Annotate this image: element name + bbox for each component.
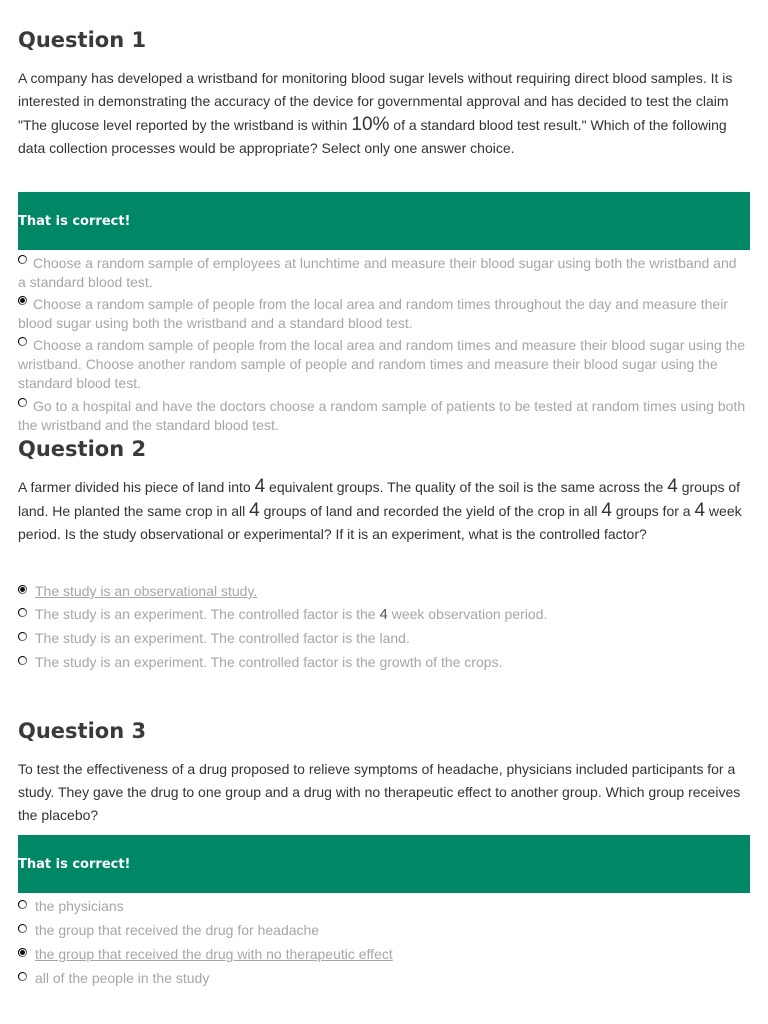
radio-button-icon[interactable] bbox=[18, 972, 27, 981]
radio-button-selected-icon[interactable] bbox=[18, 296, 27, 305]
radio-button-icon[interactable] bbox=[18, 924, 27, 933]
radio-button-icon[interactable] bbox=[18, 337, 27, 346]
question-3-option-4[interactable] bbox=[18, 969, 746, 988]
question-1-title: Question 1 bbox=[18, 28, 147, 52]
question-2-number: 4 bbox=[249, 500, 260, 521]
question-2-text bbox=[18, 475, 748, 546]
question-3-text: To test the effectiveness of a drug proposed to relieve symptoms of headache, physicians included participants for a study. They gave the drug to one group and a drug with no therapeutic effect to another group. Which group receives the placebo? bbox=[18, 761, 741, 823]
option-label: Choose a random sample of people from the local area and random times and measure their blood sugar using the wristband. Choose another random sample of people and random times and measure their blood sugar using the standard blood test. bbox=[18, 337, 746, 391]
radio-button-selected-icon[interactable] bbox=[18, 585, 27, 594]
question-2-title: Question 2 bbox=[18, 437, 147, 461]
option-label: The study is an observational study. bbox=[35, 583, 258, 599]
question-2-option-2[interactable] bbox=[18, 605, 746, 624]
question-3-option-1[interactable] bbox=[18, 897, 746, 916]
question-2-option-1[interactable] bbox=[18, 582, 746, 601]
option-label: all of the people in the study bbox=[35, 970, 210, 986]
question-2-text-part: groups of land and recorded the yield of the crop in all bbox=[259, 503, 602, 519]
question-2-option-3[interactable] bbox=[18, 629, 746, 648]
option-label-part: week observation period. bbox=[387, 606, 548, 622]
option-label: Go to a hospital and have the doctors choose a random sample of patients to be tested at random times using both the wristband and the standard blood test. bbox=[18, 398, 746, 433]
question-1-text-part: A company has developed a wristband for monitoring blood sugar levels without requiring direct blood samples. It is interested in demonstrating the accuracy of the device for governmental approval and has decided to test the claim "The glucose level reported by the wristband is within bbox=[18, 70, 733, 133]
question-2-text-part: equivalent groups. The quality of the soil is the same across the bbox=[265, 479, 668, 495]
radio-button-icon[interactable] bbox=[18, 632, 27, 641]
radio-button-selected-icon[interactable] bbox=[18, 948, 27, 957]
question-2-number: 4 bbox=[667, 476, 678, 497]
question-1-percent-value: 10% bbox=[351, 114, 390, 135]
option-label: the physicians bbox=[35, 898, 124, 914]
question-1-text-part: of a standard blood test result." Which of the following data collection processes would be appropriate? Select only one answer choice. bbox=[18, 117, 727, 156]
question-2-option-4[interactable] bbox=[18, 653, 746, 672]
question-3-option-2[interactable] bbox=[18, 921, 746, 940]
radio-button-icon[interactable] bbox=[18, 398, 27, 407]
question-2-text-part: A farmer divided his piece of land into bbox=[18, 479, 255, 495]
question-2-number: 4 bbox=[694, 500, 706, 521]
option-label: the group that received the drug with no therapeutic effect bbox=[35, 946, 393, 962]
question-2-text-part: groups for a bbox=[611, 503, 695, 519]
radio-button-icon[interactable] bbox=[18, 900, 27, 909]
question-1-option-4[interactable] bbox=[18, 397, 746, 435]
question-3-option-3[interactable] bbox=[18, 945, 746, 964]
question-1-text bbox=[18, 67, 748, 160]
radio-button-icon[interactable] bbox=[18, 255, 27, 264]
option-label: Choose a random sample of people from the local area and random times throughout the day and measure their blood sugar using both the wristband and a standard blood test. bbox=[18, 296, 728, 331]
option-number: 4 bbox=[379, 606, 388, 623]
question-1-feedback-banner: That is correct! bbox=[18, 192, 750, 250]
question-1-option-2[interactable] bbox=[18, 295, 746, 333]
question-2-text-part: week period. Is the study observational or experimental? If it is an experiment, what is the controlled factor? bbox=[18, 503, 742, 542]
question-2-number: 4 bbox=[254, 476, 266, 497]
radio-button-icon[interactable] bbox=[18, 656, 27, 665]
question-3-title: Question 3 bbox=[18, 719, 147, 743]
question-1-option-1[interactable] bbox=[18, 254, 746, 292]
question-3-feedback-banner: That is correct! bbox=[18, 835, 750, 893]
option-label-part: The study is an experiment. The controlled factor is the bbox=[35, 606, 380, 622]
option-label: The study is an experiment. The controlled factor is the land. bbox=[35, 630, 410, 646]
radio-button-icon[interactable] bbox=[18, 608, 27, 617]
option-label: Choose a random sample of employees at lunchtime and measure their blood sugar using both the wristband and a standard blood test. bbox=[18, 255, 737, 290]
question-1-option-3[interactable] bbox=[18, 336, 746, 393]
option-label bbox=[35, 605, 547, 624]
question-2-text-part: groups of land. He planted the same crop in all bbox=[18, 479, 741, 519]
option-label: the group that received the drug for headache bbox=[35, 922, 320, 938]
question-2-number: 4 bbox=[601, 500, 612, 521]
option-label: The study is an experiment. The controlled factor is the growth of the crops. bbox=[35, 654, 503, 670]
